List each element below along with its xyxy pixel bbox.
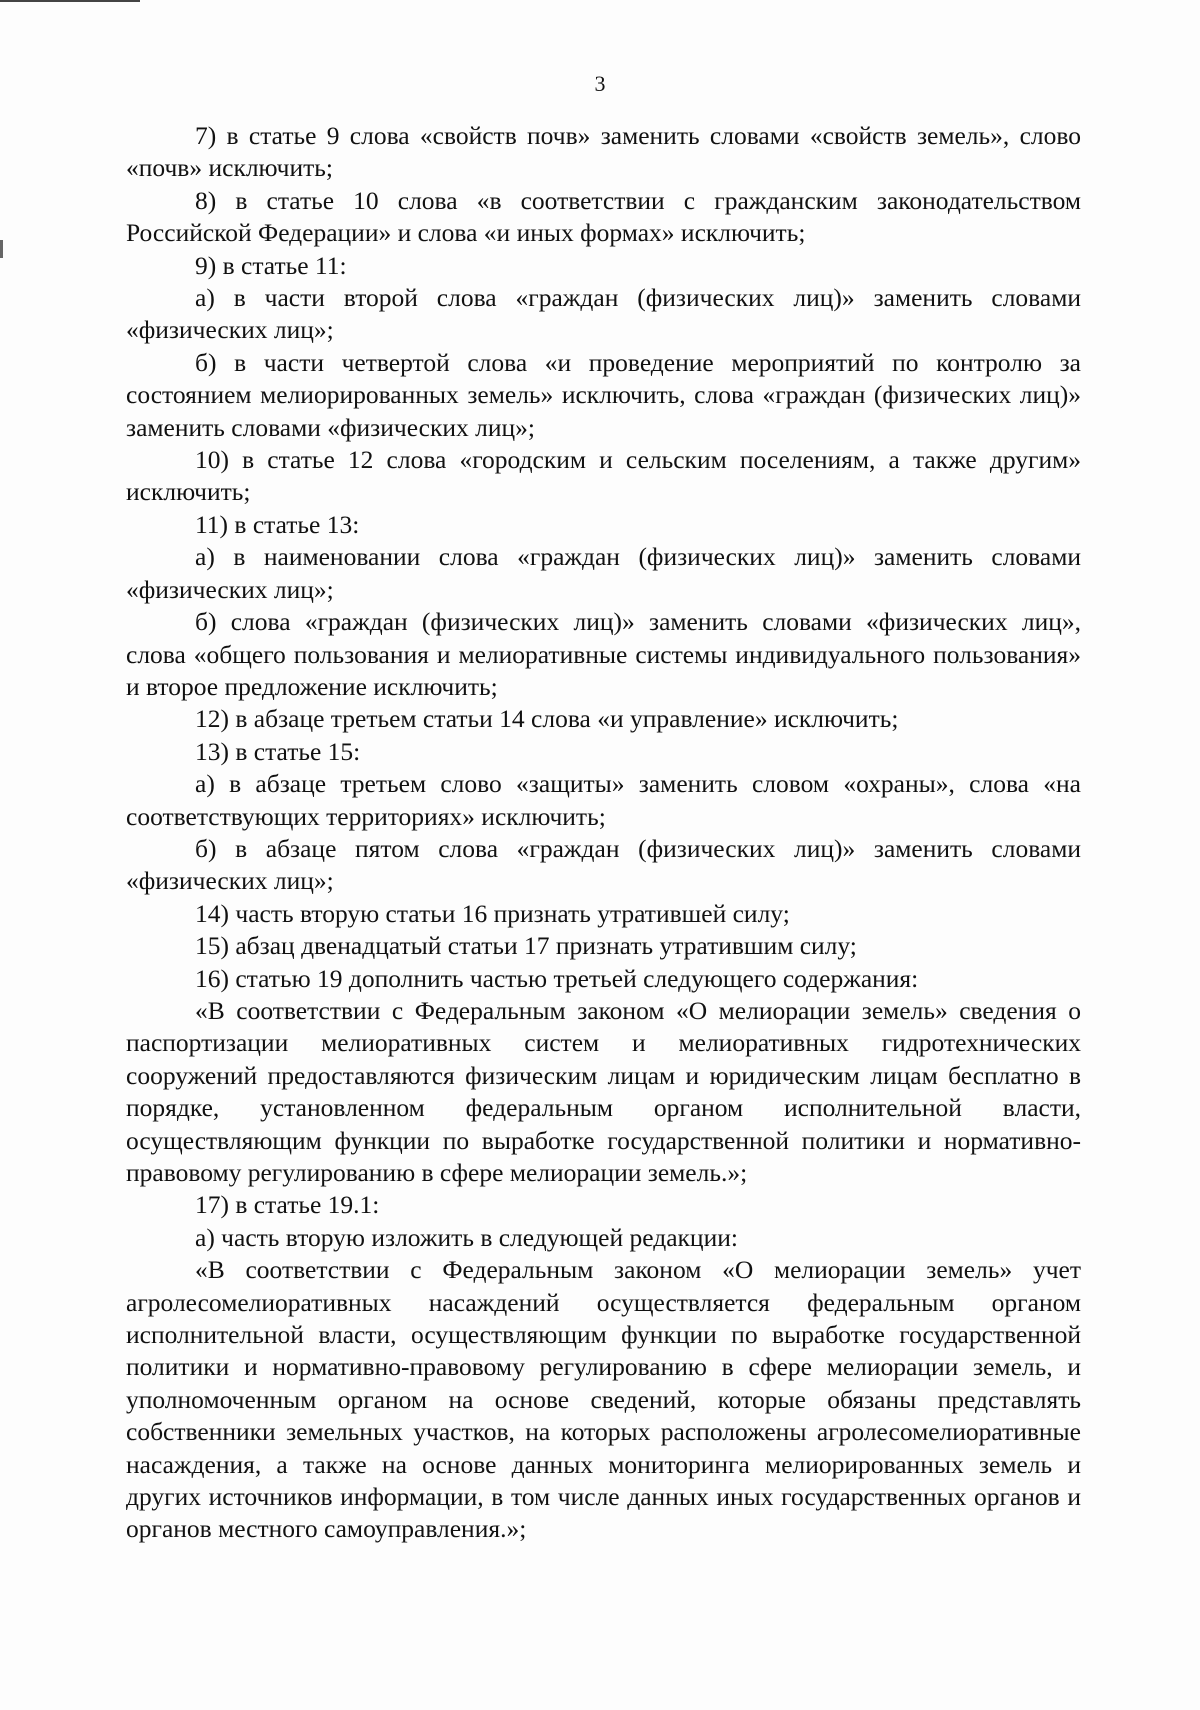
paragraph-item-17a: а) часть вторую изложить в следующей редакции:	[195, 1222, 738, 1252]
page-number: 3	[594, 71, 606, 96]
paragraph-item-15: 15) абзац двенадцатый статьи 17 признать утратившим силу;	[195, 931, 857, 961]
paragraph-item-10: 10) в статье 12 слова «городским и сельским поселениям, а также другим» исключить;	[126, 445, 1081, 507]
paragraph-item-12: 12) в абзаце третьем статьи 14 слова «и управление» исключить;	[195, 704, 899, 734]
paragraph-item-13a: а) в абзаце третьем слово «защиты» заменить словом «охраны», слова «на соответствующих территориях» исключить;	[126, 769, 1081, 831]
paragraph-item-11: 11) в статье 13:	[195, 509, 360, 539]
paragraph-quote-16: «В соответствии с Федеральным законом «О мелиорации земель» сведения о паспортизации мелиоративных систем и мелиоративных гидротехнических сооружений предоставляются физическим лицам и юридическим лицам бесплатно в порядке, установленном федеральным органом исполнительной власти, осуществляющим функции по выработке государственной политики и нормативно-правовому регулированию в сфере мелиорации земель.»;	[126, 995, 1081, 1187]
scan-edge-line	[0, 0, 140, 2]
paragraph-item-11a: а) в наименовании слова «граждан (физических лиц)» заменить словами «физических лиц»;	[126, 542, 1081, 604]
paragraph-quote-17a: «В соответствии с Федеральным законом «О мелиорации земель» учет агролесомелиоративных насаждений осуществляется федеральным органом исполнительной власти, осуществляющим функции по выработке государственной политики и нормативно-правовому регулированию в сфере мелиорации земель, и уполномоченным органом на основе сведений, которые обязаны представлять собственники земельных участков, на которых расположены агролесомелиоративные насаждения, а также на основе данных мониторинга мелиорированных земель и других источников информации, в том числе данных иных государственных органов и органов местного самоуправления.»;	[126, 1255, 1081, 1544]
paragraph-item-9: 9) в статье 11:	[195, 250, 347, 280]
paragraph-item-17: 17) в статье 19.1:	[195, 1190, 380, 1220]
paragraph-item-16: 16) статью 19 дополнить частью третьей следующего содержания:	[195, 963, 919, 993]
paragraph-item-8: 8) в статье 10 слова «в соответствии с гражданским законодательством Российской Федерации» и слова «и иных формах» исключить;	[126, 185, 1081, 248]
paragraph-item-14: 14) часть вторую статьи 16 признать утратившей силу;	[195, 898, 790, 928]
paragraph-item-7: 7) в статье 9 слова «свойств почв» заменить словами «свойств земель», слово «почв» исключить;	[126, 121, 1081, 183]
document-body	[126, 120, 1081, 1546]
paragraph-item-9b: б) в части четвертой слова «и проведение мероприятий по контролю за состоянием мелиорированных земель» исключить, слова «граждан (физических лиц)» заменить словами «физических лиц»;	[126, 347, 1081, 442]
paragraph-item-13b: б) в абзаце пятом слова «граждан (физических лиц)» заменить словами «физических лиц»;	[126, 833, 1081, 896]
scan-edge-mark	[0, 240, 3, 258]
paragraph-item-13: 13) в статье 15:	[195, 736, 361, 766]
paragraph-item-11b: б) слова «граждан (физических лиц)» заменить словами «физических лиц», слова «общего пользования и мелиоративные системы индивидуального пользования» и второе предложение исключить;	[126, 607, 1081, 701]
paragraph-item-9a: а) в части второй слова «граждан (физических лиц)» заменить словами «физических лиц»;	[126, 283, 1081, 345]
